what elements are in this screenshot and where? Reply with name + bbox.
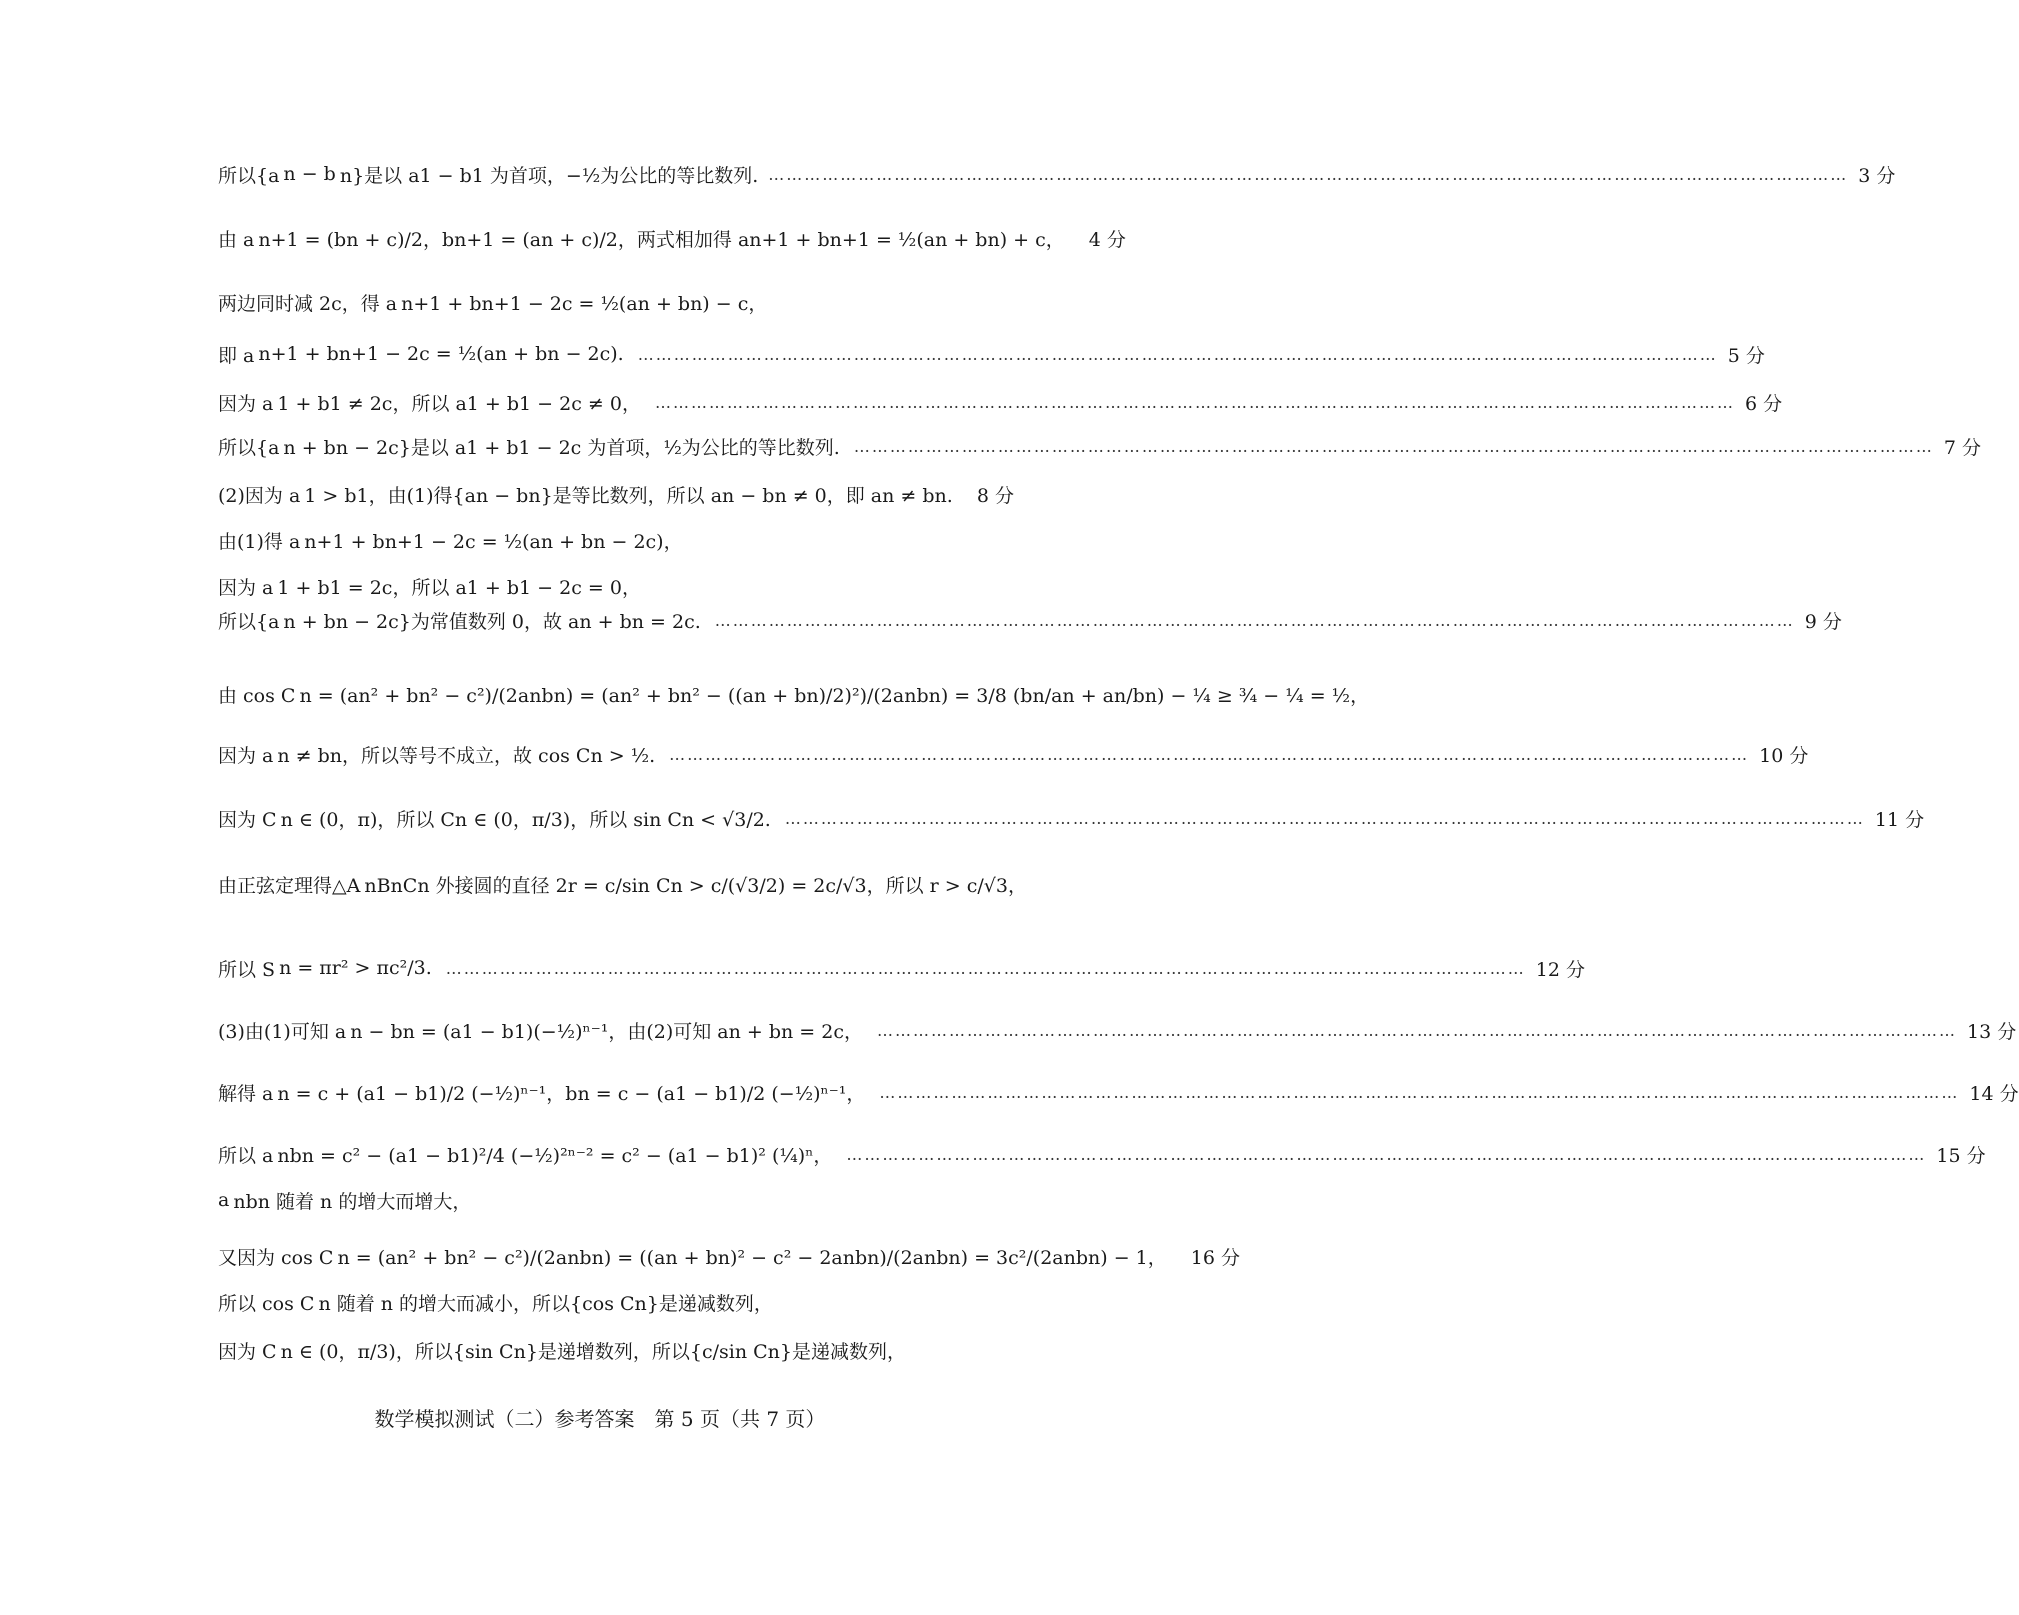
line-text-pre: 所以{a	[218, 610, 280, 633]
solution-line	[218, 670, 1370, 718]
solution-line	[218, 1176, 992, 1224]
score-points: 15 分	[1936, 1144, 1986, 1167]
dot-leader: ………………………………………………………………………………………………………………………………………………………………	[637, 344, 1718, 364]
line-text-mid: n ≠ bn，所以等号不成立，故 cos Cn > ½.	[277, 744, 656, 767]
dot-leader: ………………………………………………………………………………………………………………………………………………………………	[784, 808, 1865, 828]
line-text	[218, 433, 844, 460]
line-text-mid: nbn = c² − (a1 − b1)²/4 (−½)²ⁿ⁻² = c² − (a1 − b1)² (¼)ⁿ，	[277, 1144, 833, 1167]
line-text-mid: 1 > b1，由(1)得{an − bn}是等比数列，所以 an − bn ≠ 0，即 an ≠ bn.	[304, 484, 953, 507]
line-text-pre: 由正弦定理得△A	[218, 874, 361, 897]
line-text-pre: 解得 a	[218, 1082, 274, 1105]
line-text-mid: n ∈ (0，π/3)，所以{sin Cn}是递增数列，所以{c/sin Cn}是递减数列，	[280, 1340, 907, 1363]
line-text-pre: 由 a	[218, 228, 255, 251]
line-text-pre: 所以 S	[218, 958, 276, 981]
line-text-pre: 所以 a	[218, 1144, 274, 1167]
line-text-pre: 因为 C	[218, 1340, 277, 1363]
line-text	[218, 481, 957, 508]
line-text-pre: (3)由(1)可知 a	[218, 1020, 347, 1043]
line-text-pre: 两边同时减 2c，得 a	[218, 292, 398, 315]
line-text-pre: 因为 a	[218, 576, 274, 599]
line-text	[218, 805, 775, 832]
solution-line	[218, 794, 1925, 842]
line-text-mid: n ∈ (0，π)，所以 Cn ∈ (0，π/3)，所以 sin Cn < √3/2.	[280, 808, 771, 831]
solution-line	[218, 330, 1765, 378]
score-points: 8 分	[976, 484, 1014, 507]
line-text-mid: nbn 随着 n 的增大而增大，	[233, 1190, 472, 1213]
line-text-mid: n + bn − 2c}是以 a1 + b1 − 2c 为首项，½为公比的等比数列.	[283, 436, 840, 459]
line-text-pre: 由 cos C	[218, 684, 296, 707]
line-text-mid: 1 + b1 = 2c，所以 a1 + b1 − 2c = 0，	[277, 576, 641, 599]
score-points: 16 分	[1190, 1246, 1240, 1269]
score-points: 5 分	[1727, 344, 1765, 367]
solution-line	[218, 1232, 1240, 1280]
solution-line	[218, 422, 1981, 470]
dot-leader: ………………………………………………………………………………………………………………………………………………………………	[879, 1082, 1960, 1102]
line-text	[218, 1243, 1171, 1270]
line-text-mid: n = (an² + bn² − c²)/(2anbn) = ((an + bn)² − c² − 2anbn)/(2anbn) = 3c²/(2anbn) − 1，	[337, 1246, 1167, 1269]
line-text-post: n}是以 a1 − b1 为首项，−½为公比的等比数列.	[339, 164, 759, 187]
dot-leader: ………………………………………………………………………………………………………………………………………………………………	[669, 744, 1750, 764]
score-points: 7 分	[1943, 436, 1981, 459]
dot-leader: ………………………………………………………………………………………………………………………………………………………………	[714, 610, 1795, 630]
dot-leader: ………………………………………………………………………………………………………………………………………………………………	[853, 436, 1934, 456]
dot-leader: ………………………………………………………………………………………………………………………………………………………………	[445, 958, 1526, 978]
page-footer: 数学模拟测试（二）参考答案 第 5 页（共 7 页）	[374, 1407, 826, 1431]
line-text-mid: nBnCn 外接圆的直径 2r = c/sin Cn > c/(√3/2) = 2c/√3，所以 r > c/√3，	[364, 874, 1027, 897]
line-text-mid: n+1 + bn+1 − 2c = ½(an + bn − 2c).	[258, 343, 624, 365]
line-text-pre: (2)因为 a	[218, 484, 301, 507]
score-points: 6 分	[1744, 392, 1783, 415]
solution-line	[218, 1130, 1986, 1178]
line-text	[218, 1141, 836, 1168]
line-text-mid: n+1 + bn+1 − 2c = ½(an + bn − 2c)，	[304, 530, 683, 553]
solution-line	[218, 378, 1783, 426]
solution-line	[218, 1006, 2017, 1054]
score-points: 4 分	[1088, 228, 1126, 251]
solution-line	[218, 516, 992, 564]
score-points: 3 分	[1858, 164, 1896, 187]
line-text-mid: n 随着 n 的增大而减小，所以{cos Cn}是递减数列，	[318, 1292, 773, 1315]
solution-line	[218, 1068, 2019, 1116]
line-text	[218, 289, 771, 316]
line-text	[218, 607, 705, 634]
line-text-pre: 所以 cos C	[218, 1292, 315, 1315]
line-text	[218, 1289, 777, 1316]
dot-leader: ………………………………………………………………………………………………………………………………………………………………	[654, 392, 1735, 412]
line-text	[218, 389, 645, 416]
line-text-mid: n+1 = (bn + c)/2，bn+1 = (an + c)/2，两式相加得 an+1 + bn+1 = ½(an + bn) + c，	[258, 228, 1065, 251]
line-text	[218, 1187, 475, 1214]
line-text	[218, 341, 628, 368]
dot-leader: ………………………………………………………………………………………………………………………………………………………………	[768, 164, 1849, 184]
score-points: 13 分	[1967, 1020, 2017, 1043]
line-text-mid: n − b	[283, 163, 336, 185]
line-text-mid: n = πr² > πc²/3.	[279, 957, 432, 979]
score-points: 9 分	[1804, 610, 1842, 633]
line-text	[218, 161, 758, 188]
line-text-pre: 因为 C	[218, 808, 277, 831]
line-text-mid: n − bn = (a1 − b1)(−½)ⁿ⁻¹，由(2)可知 an + bn = 2c，	[350, 1020, 863, 1043]
line-text	[218, 225, 1069, 252]
line-text-mid: n = (an² + bn² − c²)/(2anbn) = (an² + bn² − ((an + bn)/2)²)/(2anbn) = 3/8 (bn/an + an/bn) − ¼ ≥ ¾ − ¼ = ½，	[299, 684, 1370, 707]
line-text-pre: 因为 a	[218, 392, 274, 415]
score-points: 14 分	[1969, 1082, 2019, 1105]
solution-line	[218, 1278, 992, 1326]
solution-line	[218, 470, 1014, 518]
line-text-mid: n+1 + bn+1 − 2c = ½(an + bn) − c，	[401, 292, 768, 315]
solution-line	[218, 150, 1896, 198]
score-points: 10 分	[1759, 744, 1809, 767]
line-text-pre: 因为 a	[218, 744, 274, 767]
solution-line	[218, 860, 1027, 908]
line-text-pre: 所以{a	[218, 164, 280, 187]
solution-line	[218, 944, 1585, 992]
line-text-mid: n = c + (a1 − b1)/2 (−½)ⁿ⁻¹，bn = c − (a1 − b1)/2 (−½)ⁿ⁻¹，	[277, 1082, 866, 1105]
line-text	[218, 955, 436, 982]
line-text	[218, 1079, 869, 1106]
line-text	[218, 681, 1373, 708]
line-text	[218, 741, 659, 768]
solution-line	[218, 278, 992, 326]
line-text-pre: 即 a	[218, 344, 255, 367]
line-text-mid: n + bn − 2c}为常值数列 0，故 an + bn = 2c.	[283, 610, 701, 633]
score-points: 11 分	[1874, 808, 1925, 831]
line-text-pre: a	[218, 1189, 230, 1211]
score-points: 12 分	[1535, 958, 1585, 981]
line-text-pre: 所以{a	[218, 436, 280, 459]
line-text-pre: 由(1)得 a	[218, 530, 301, 553]
line-text	[218, 871, 1031, 898]
line-text-pre: 又因为 cos C	[218, 1246, 334, 1269]
line-text	[218, 1017, 867, 1044]
solution-line	[218, 596, 1842, 644]
dot-leader: ………………………………………………………………………………………………………………………………………………………………	[877, 1020, 1957, 1040]
line-text-mid: 1 + b1 ≠ 2c，所以 a1 + b1 − 2c ≠ 0，	[277, 392, 641, 415]
solution-line	[218, 214, 1126, 262]
solution-line	[218, 730, 1809, 778]
line-text	[218, 527, 687, 554]
line-text	[218, 1337, 910, 1364]
solution-line	[218, 1326, 992, 1374]
dot-leader: ………………………………………………………………………………………………………………………………………………………………	[846, 1144, 1927, 1164]
